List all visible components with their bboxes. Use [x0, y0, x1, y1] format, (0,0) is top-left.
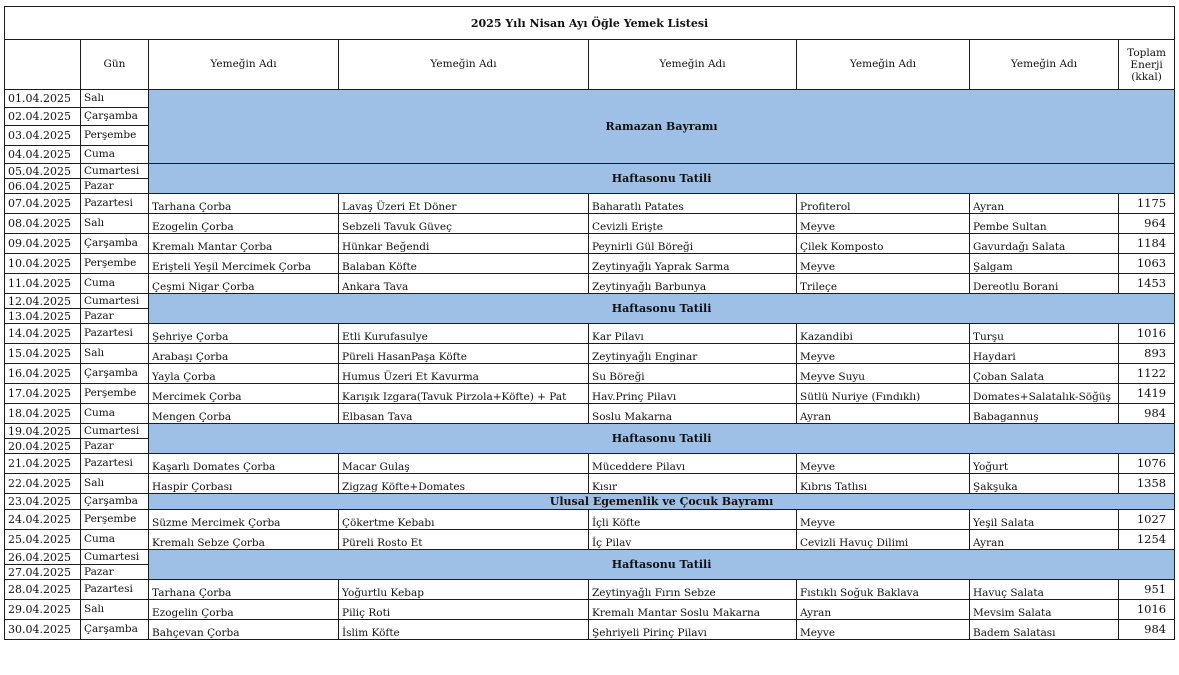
table-row — [5, 324, 1175, 344]
day-cell: Salı — [81, 344, 149, 364]
dish-cell: İslim Köfte — [339, 620, 589, 640]
dish4-header: Yemeğin Adı — [797, 40, 970, 90]
table-title: 2025 Yılı Nisan Ayı Öğle Yemek Listesi — [5, 7, 1175, 40]
date-cell: 23.04.2025 — [5, 494, 81, 510]
day-cell: Cuma — [81, 530, 149, 550]
dish-cell: Şehriyeli Pirinç Pilavı — [589, 620, 797, 640]
dish2-header: Yemeğin Adı — [339, 40, 589, 90]
dish-cell: Arabaşı Çorba — [149, 344, 339, 364]
dish-cell: Baharatlı Patates — [589, 194, 797, 214]
dish-cell: Meyve — [797, 454, 970, 474]
holiday-cell: Haftasonu Tatili — [149, 164, 1175, 194]
table-row — [5, 510, 1175, 530]
energy-cell: 984 — [1119, 404, 1175, 424]
dish-cell: Ezogelin Çorba — [149, 214, 339, 234]
dish-cell: Babagannuş — [970, 404, 1119, 424]
table-row — [5, 214, 1175, 234]
energy-cell: 1254 — [1119, 530, 1175, 550]
dish-cell: Tarhana Çorba — [149, 580, 339, 600]
date-cell: 27.04.2025 — [5, 565, 81, 580]
dish-cell: Sebzeli Tavuk Güveç — [339, 214, 589, 234]
energy-cell: 1184 — [1119, 234, 1175, 254]
energy-cell: 1419 — [1119, 384, 1175, 404]
dish-cell: Turşu — [970, 324, 1119, 344]
table-row — [5, 234, 1175, 254]
date-cell: 09.04.2025 — [5, 234, 81, 254]
dish-cell: Havuç Salata — [970, 580, 1119, 600]
dish-cell: Mercimek Çorba — [149, 384, 339, 404]
dish-cell: Zeytinyağlı Yaprak Sarma — [589, 254, 797, 274]
day-cell: Salı — [81, 474, 149, 494]
day-cell: Pazartesi — [81, 194, 149, 214]
date-cell: 01.04.2025 — [5, 90, 81, 108]
dish-cell: Gavurdağı Salata — [970, 234, 1119, 254]
table-row — [5, 164, 1175, 179]
day-cell: Pazar — [81, 179, 149, 194]
dish-cell: Hünkar Beğendi — [339, 234, 589, 254]
dish-cell: İçli Köfte — [589, 510, 797, 530]
energy-cell: 1175 — [1119, 194, 1175, 214]
holiday-cell: Ulusal Egemenlik ve Çocuk Bayramı — [149, 494, 1175, 510]
date-cell: 11.04.2025 — [5, 274, 81, 294]
date-cell: 18.04.2025 — [5, 404, 81, 424]
dish-cell: Lavaş Üzeri Et Döner — [339, 194, 589, 214]
dish-cell: Bahçevan Çorba — [149, 620, 339, 640]
dish-cell: Ezogelin Çorba — [149, 600, 339, 620]
table-row — [5, 580, 1175, 600]
dish-cell: Kaşarlı Domates Çorba — [149, 454, 339, 474]
day-cell: Pazartesi — [81, 324, 149, 344]
date-cell: 28.04.2025 — [5, 580, 81, 600]
dish-cell: Cevizli Erişte — [589, 214, 797, 234]
day-cell: Salı — [81, 90, 149, 108]
dish-cell: Peynirli Gül Böreği — [589, 234, 797, 254]
date-cell: 14.04.2025 — [5, 324, 81, 344]
holiday-cell: Ramazan Bayramı — [149, 90, 1175, 164]
table-row — [5, 90, 1175, 108]
dish-cell: Etli Kurufasulye — [339, 324, 589, 344]
dish-cell: Haydari — [970, 344, 1119, 364]
table-row — [5, 620, 1175, 640]
dish-cell: Humus Üzeri Et Kavurma — [339, 364, 589, 384]
day-cell: Pazartesi — [81, 454, 149, 474]
dish-cell: Şakşuka — [970, 474, 1119, 494]
dish-cell: Ayran — [797, 404, 970, 424]
dish-cell: Kar Pilavı — [589, 324, 797, 344]
table-row — [5, 194, 1175, 214]
dish-cell: Meyve — [797, 620, 970, 640]
dish-cell: Yayla Çorba — [149, 364, 339, 384]
energy-cell: 1453 — [1119, 274, 1175, 294]
table-row — [5, 550, 1175, 565]
dish-cell: Tarhana Çorba — [149, 194, 339, 214]
dish-cell: Zeytinyağlı Barbunya — [589, 274, 797, 294]
dish-cell: Elbasan Tava — [339, 404, 589, 424]
dish-cell: Domates+Salatalık-Söğüş — [970, 384, 1119, 404]
table-row — [5, 344, 1175, 364]
dish-cell: Yoğurt — [970, 454, 1119, 474]
energy-cell: 1076 — [1119, 454, 1175, 474]
dish-cell: Badem Salatası — [970, 620, 1119, 640]
dish-cell: Haspir Çorbası — [149, 474, 339, 494]
dish-cell: Şehriye Çorba — [149, 324, 339, 344]
dish-cell: Püreli Rosto Et — [339, 530, 589, 550]
date-cell: 15.04.2025 — [5, 344, 81, 364]
day-cell: Pazar — [81, 439, 149, 454]
day-cell: Cumartesi — [81, 550, 149, 565]
day-cell: Cumartesi — [81, 294, 149, 309]
dish-cell: Kıbrıs Tatlısı — [797, 474, 970, 494]
table-row — [5, 454, 1175, 474]
energy-cell: 1016 — [1119, 324, 1175, 344]
dish-cell: Profiterol — [797, 194, 970, 214]
dish-cell: Püreli HasanPaşa Köfte — [339, 344, 589, 364]
dish-cell: Ankara Tava — [339, 274, 589, 294]
dish-cell: Çeşmi Nigar Çorba — [149, 274, 339, 294]
dish-cell: Meyve — [797, 214, 970, 234]
dish-cell: Karışık Izgara(Tavuk Pirzola+Köfte) + Pat — [339, 384, 589, 404]
date-cell: 03.04.2025 — [5, 126, 81, 146]
date-cell: 13.04.2025 — [5, 309, 81, 324]
day-cell: Çarşamba — [81, 364, 149, 384]
dish-cell: Hav.Prinç Pilavı — [589, 384, 797, 404]
menu-table — [4, 6, 1175, 640]
table-row — [5, 364, 1175, 384]
date-cell: 19.04.2025 — [5, 424, 81, 439]
energy-cell: 1122 — [1119, 364, 1175, 384]
dish-cell: Ayran — [797, 600, 970, 620]
dish-cell: Meyve — [797, 254, 970, 274]
day-cell: Perşembe — [81, 510, 149, 530]
energy-cell: 984 — [1119, 620, 1175, 640]
dish-cell: Kremalı Mantar Çorba — [149, 234, 339, 254]
dish-cell: Ayran — [970, 194, 1119, 214]
table-row — [5, 530, 1175, 550]
dish-cell: Kazandibi — [797, 324, 970, 344]
day-cell: Cumartesi — [81, 164, 149, 179]
day-cell: Perşembe — [81, 126, 149, 146]
date-cell: 05.04.2025 — [5, 164, 81, 179]
energy-cell: 1063 — [1119, 254, 1175, 274]
day-cell: Perşembe — [81, 384, 149, 404]
day-cell: Salı — [81, 214, 149, 234]
dish-cell: Pembe Sultan — [970, 214, 1119, 234]
energy-cell: 1358 — [1119, 474, 1175, 494]
dish-cell: Yeşil Salata — [970, 510, 1119, 530]
table-row — [5, 600, 1175, 620]
day-cell: Çarşamba — [81, 620, 149, 640]
date-cell: 22.04.2025 — [5, 474, 81, 494]
dish-cell: Dereotlu Borani — [970, 274, 1119, 294]
dish-cell: Ayran — [970, 530, 1119, 550]
date-cell: 06.04.2025 — [5, 179, 81, 194]
date-cell: 08.04.2025 — [5, 214, 81, 234]
holiday-cell: Haftasonu Tatili — [149, 294, 1175, 324]
dish-cell: İç Pilav — [589, 530, 797, 550]
dish-cell: Macar Gulaş — [339, 454, 589, 474]
table-row — [5, 254, 1175, 274]
dish-cell: Kısır — [589, 474, 797, 494]
dish-cell: Kremalı Sebze Çorba — [149, 530, 339, 550]
energy-cell: 964 — [1119, 214, 1175, 234]
day-cell: Çarşamba — [81, 494, 149, 510]
dish-cell: Erişteli Yeşil Mercimek Çorba — [149, 254, 339, 274]
day-cell: Cuma — [81, 146, 149, 164]
energy-cell: 951 — [1119, 580, 1175, 600]
table-row — [5, 404, 1175, 424]
date-cell: 25.04.2025 — [5, 530, 81, 550]
date-cell: 26.04.2025 — [5, 550, 81, 565]
date-cell: 17.04.2025 — [5, 384, 81, 404]
day-cell: Cumartesi — [81, 424, 149, 439]
date-cell: 16.04.2025 — [5, 364, 81, 384]
dish-cell: Meyve Suyu — [797, 364, 970, 384]
day-cell: Cuma — [81, 404, 149, 424]
date-cell: 21.04.2025 — [5, 454, 81, 474]
table-row — [5, 494, 1175, 510]
energy-cell: 893 — [1119, 344, 1175, 364]
dish-cell: Meyve — [797, 344, 970, 364]
dish-cell: Yoğurtlu Kebap — [339, 580, 589, 600]
dish5-header: Yemeğin Adı — [970, 40, 1119, 90]
dish-cell: Zeytinyağlı Fırın Sebze — [589, 580, 797, 600]
date-cell: 29.04.2025 — [5, 600, 81, 620]
date-cell: 04.04.2025 — [5, 146, 81, 164]
day-cell: Perşembe — [81, 254, 149, 274]
date-cell: 02.04.2025 — [5, 108, 81, 126]
day-cell: Pazartesi — [81, 580, 149, 600]
day-cell: Çarşamba — [81, 108, 149, 126]
dish-cell: Su Böreği — [589, 364, 797, 384]
dish1-header: Yemeğin Adı — [149, 40, 339, 90]
dish-cell: Piliç Roti — [339, 600, 589, 620]
day-cell: Pazar — [81, 565, 149, 580]
dish-cell: Şalgam — [970, 254, 1119, 274]
dish-cell: Sütlü Nuriye (Fındıklı) — [797, 384, 970, 404]
dish-cell: Soslu Makarna — [589, 404, 797, 424]
table-row — [5, 274, 1175, 294]
dish-cell: Meyve — [797, 510, 970, 530]
table-row — [5, 384, 1175, 404]
dish-cell: Çilek Komposto — [797, 234, 970, 254]
day-cell: Pazar — [81, 309, 149, 324]
dish3-header: Yemeğin Adı — [589, 40, 797, 90]
date-cell: 24.04.2025 — [5, 510, 81, 530]
dish-cell: Çoban Salata — [970, 364, 1119, 384]
table-row — [5, 294, 1175, 309]
dish-cell: Cevizli Havuç Dilimi — [797, 530, 970, 550]
energy-cell: 1016 — [1119, 600, 1175, 620]
day-cell: Çarşamba — [81, 234, 149, 254]
dish-cell: Balaban Köfte — [339, 254, 589, 274]
holiday-cell: Haftasonu Tatili — [149, 550, 1175, 580]
date-cell: 10.04.2025 — [5, 254, 81, 274]
dish-cell: Zigzag Köfte+Domates — [339, 474, 589, 494]
day-cell: Cuma — [81, 274, 149, 294]
date-cell: 07.04.2025 — [5, 194, 81, 214]
day-cell: Salı — [81, 600, 149, 620]
table-row — [5, 424, 1175, 439]
dish-cell: Çökertme Kebabı — [339, 510, 589, 530]
dish-cell: Süzme Mercimek Çorba — [149, 510, 339, 530]
dish-cell: Mengen Çorba — [149, 404, 339, 424]
energy-header: Toplam Enerji (kkal) — [1119, 40, 1175, 90]
dish-cell: Fıstıklı Soğuk Baklava — [797, 580, 970, 600]
dish-cell: Zeytinyağlı Enginar — [589, 344, 797, 364]
dish-cell: Mevsim Salata — [970, 600, 1119, 620]
date-cell: 12.04.2025 — [5, 294, 81, 309]
table-row — [5, 474, 1175, 494]
dish-cell: Kremalı Mantar Soslu Makarna — [589, 600, 797, 620]
energy-cell: 1027 — [1119, 510, 1175, 530]
date-cell: 30.04.2025 — [5, 620, 81, 640]
dish-cell: Trileçe — [797, 274, 970, 294]
dish-cell: Müceddere Pilavı — [589, 454, 797, 474]
date-cell: 20.04.2025 — [5, 439, 81, 454]
day-header: Gün — [81, 40, 149, 90]
date-header — [5, 40, 81, 90]
holiday-cell: Haftasonu Tatili — [149, 424, 1175, 454]
